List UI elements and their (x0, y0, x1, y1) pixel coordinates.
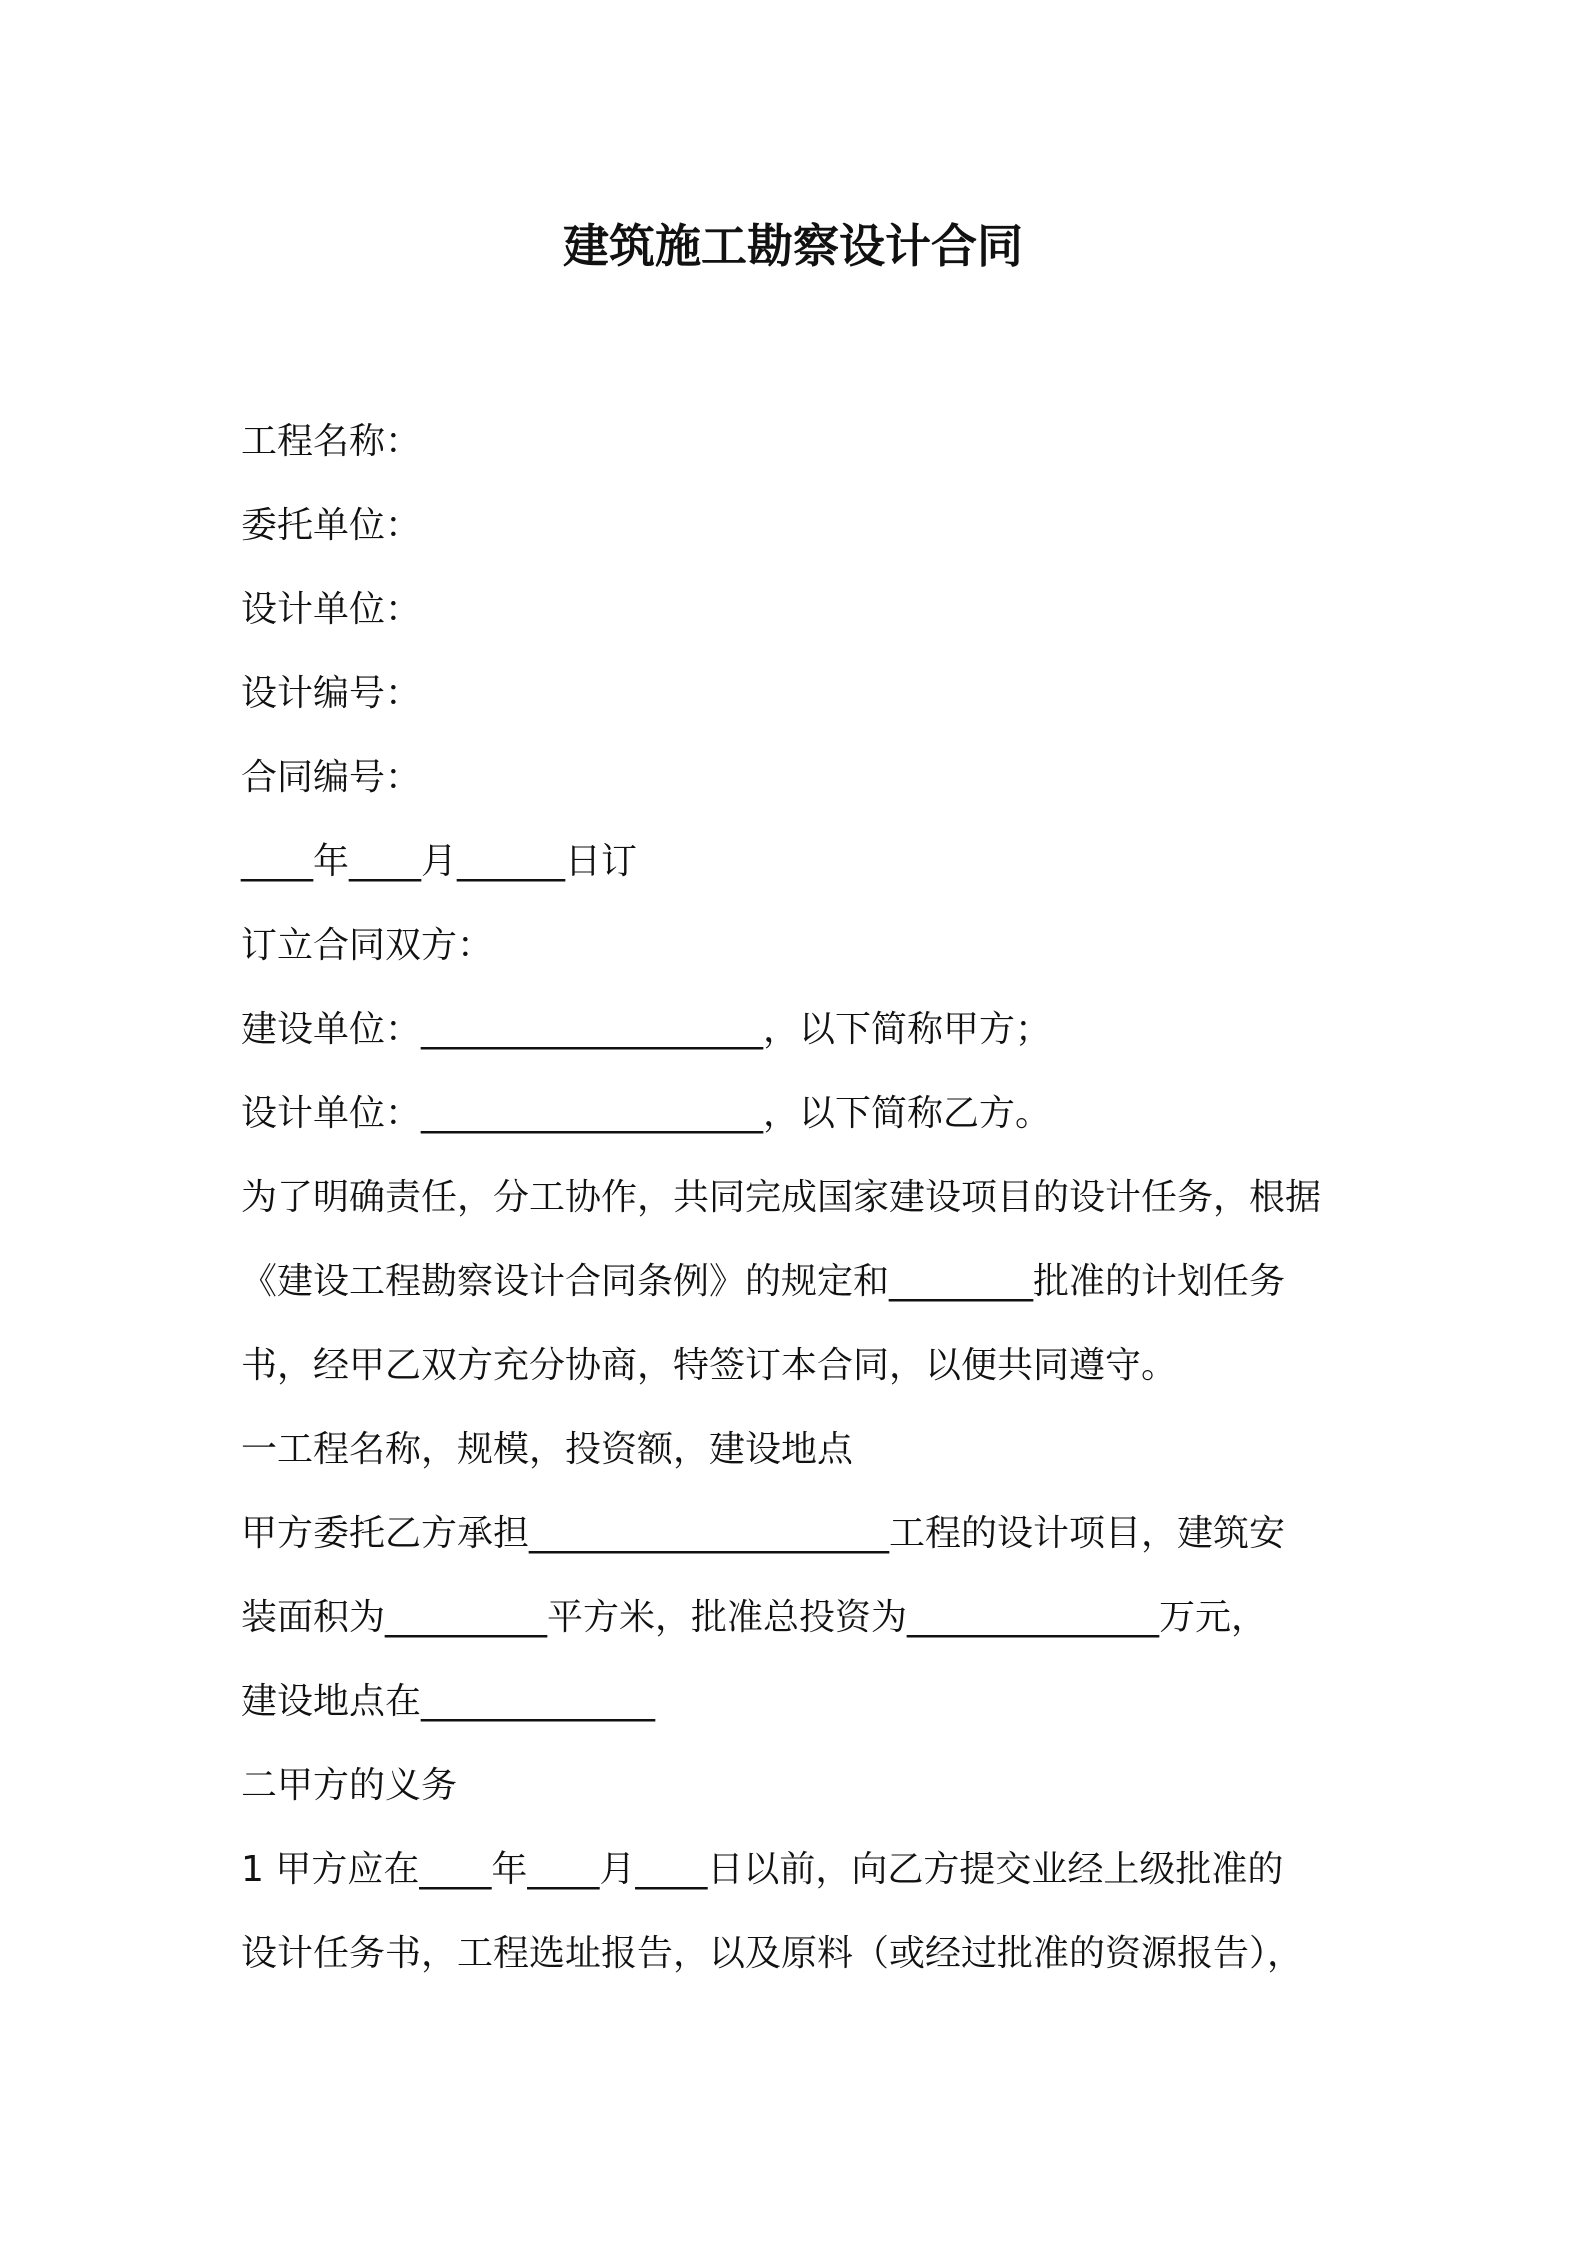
party-a-line: 建设单位：___________________，以下简称甲方； (241, 1009, 1052, 1050)
field-project-name: 工程名称： (241, 421, 422, 462)
field-design-number: 设计编号： (241, 673, 422, 714)
parties-heading: 订立合同双方： (241, 925, 494, 966)
section-1-heading: 一工程名称，规模，投资额，建设地点 (241, 1429, 854, 1470)
field-contract-number: 合同编号： (241, 757, 422, 798)
preamble-line-2: 《建设工程勘察设计合同条例》的规定和________批准的计划任务 (241, 1261, 1286, 1302)
section-1-line-1: 甲方委托乙方承担____________________工程的设计项目，建筑安 (241, 1513, 1286, 1554)
document-title: 建筑施工勘察设计合同 (563, 219, 1023, 273)
preamble-line-1: 为了明确责任，分工协作，共同完成国家建设项目的设计任务，根据 (241, 1177, 1322, 1218)
section-2-item-1-line-1: 1 甲方应在____年____月____日以前，向乙方提交业经上级批准的 (241, 1849, 1284, 1890)
field-signing-date: ____年____月______日订 (241, 841, 638, 882)
section-1-line-2: 装面积为_________平方米，批准总投资为______________万元， (241, 1597, 1268, 1638)
party-b-line: 设计单位：___________________，以下简称乙方。 (241, 1093, 1052, 1134)
section-1-line-3: 建设地点在_____________ (241, 1681, 656, 1722)
field-design-unit: 设计单位： (241, 589, 422, 630)
section-2-item-1-line-2: 设计任务书，工程选址报告，以及原料（或经过批准的资源报告）， (241, 1933, 1304, 1974)
section-2-heading: 二甲方的义务 (241, 1765, 458, 1806)
preamble-line-3: 书，经甲乙双方充分协商，特签订本合同，以便共同遵守。 (241, 1345, 1178, 1386)
field-entrusting-unit: 委托单位： (241, 505, 422, 546)
document-body (241, 400, 1361, 1996)
